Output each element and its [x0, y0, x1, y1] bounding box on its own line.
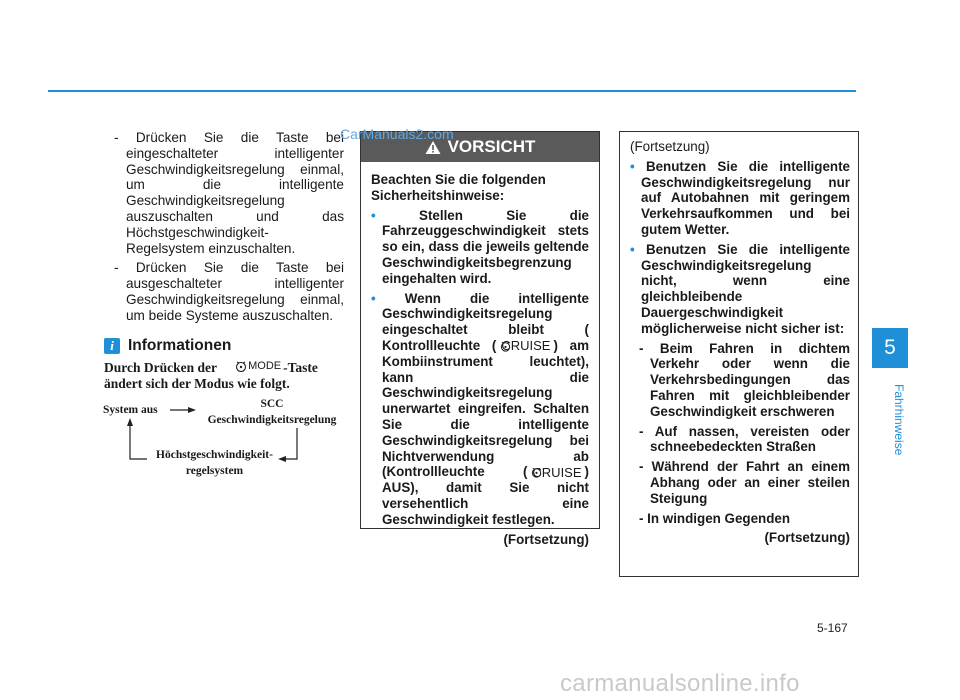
mode-button-symbol — [234, 358, 281, 374]
scc-label-line2: Geschwindigkeitsregelung — [207, 414, 337, 426]
bullet-dot-icon: • — [371, 207, 376, 223]
watermark-bottom[interactable]: carmanualsonline.info — [560, 670, 800, 697]
svg-text:Fahrhinweise: Fahrhinweise — [892, 384, 906, 456]
arrow-left-icon — [278, 456, 286, 462]
sub-dense-traffic: - Beim Fahren in dichtem Verkehr oder wenn die Verkehrsbedingungen das Fahren mit gleichbleibender Geschwindigkeit erschweren — [639, 340, 850, 419]
caution-box — [360, 131, 600, 547]
cruise-indicator-symbol: CRUISE — [532, 464, 582, 480]
step-turn-off-both: - Drücken Sie die Taste bei ausgeschalteter intelligenter Geschwindigkeitsregelung einmal, um beide Systeme auszuschalten. — [114, 260, 344, 323]
watermark-top[interactable]: CarManuals2.com — [340, 126, 454, 142]
arrow-right-icon — [188, 407, 196, 413]
bullet-highways: • Benutzen Sie die intelligente Geschwindigkeitsregelung nur auf Autobahnen mit geringem Verkehrsaufkommen und bei gutem Wetter. — [630, 158, 850, 237]
sub-wet-roads: - Auf nassen, vereisten oder schneebedeckten Straßen — [639, 423, 850, 455]
sub-slope: - Während der Fahrt an einem Abhang oder an einer steilen Steigung — [639, 459, 850, 506]
scc-label-line1: SCC — [260, 398, 284, 410]
cruise-indicator-symbol: CRUISE — [501, 338, 551, 354]
bullet-dot-icon: • — [630, 158, 635, 174]
page-number: 5-167 — [817, 621, 848, 635]
diagram-arrows — [102, 395, 347, 485]
bullet-dot-icon: • — [630, 241, 635, 257]
speed-limit-label-line2: regelsystem — [185, 465, 244, 477]
info-text-before: Durch Drücken der — [104, 359, 217, 375]
caution-intro: Beachten Sie die folgenden Sicherheitshinweise: — [371, 172, 546, 203]
header-rule — [48, 90, 856, 92]
info-icon: i — [104, 338, 120, 354]
caution-body — [361, 162, 599, 548]
info-text-after: -Taste ändert sich der Modus wie folgt. — [104, 359, 318, 391]
right-continued: (Fortsetzung) — [764, 530, 850, 546]
mode-cycle-diagram — [102, 395, 347, 485]
step-turn-off-scc: - Drücken Sie die Taste bei eingeschalteter intelligenter Geschwindigkeitsregelung einmal, um die intelligente Geschwindigkeitsregelung auszuschalten und das Höchstgeschwindigkeit-Regelsystem einzuschalten. — [114, 130, 344, 256]
info-heading — [104, 338, 344, 354]
continued-box — [619, 131, 859, 577]
bullet-not-safe: • Benutzen Sie die intelligente Geschwindigkeitsregelung nicht, wenn eine gleichbleibende Dauergeschwindigkeit möglicherweise nicht sicher ist: — [630, 241, 850, 336]
bullet-dot-icon: • — [371, 290, 376, 306]
info-text — [104, 358, 344, 392]
info-title: Informationen — [128, 336, 232, 354]
system-off-label: System aus — [103, 404, 158, 416]
continued-body — [620, 132, 858, 546]
sub-windy: - In windigen Gegenden — [639, 510, 791, 526]
chapter-tab[interactable]: 5 — [872, 328, 908, 368]
speed-limit-label-line1: Höchstgeschwindigkeit- — [156, 449, 273, 461]
caution-title: VORSICHT — [447, 137, 536, 156]
mode-label: MODE — [248, 359, 282, 372]
chapter-label — [870, 380, 910, 470]
left-column — [104, 130, 344, 392]
continued-heading: (Fortsetzung) — [630, 139, 710, 154]
caution-bullet-indicator: • Wenn die intelligente Geschwindigkeitsregelung eingeschaltet bleibt ( Kontrollleuchte ( CRUISE ) am Kombiinstrument leuchtet), kann die Geschwindigkeitsregelung unerwartet eingreifen. Schalten Sie die intelligente Geschwindigkeitsregelung bei Nichtverwendung ab (Kontrollleuchte ( CRUISE ) AUS), damit Sie nicht versehentlich eine Geschwindigkeit festlegen. — [371, 290, 589, 527]
arrow-up-icon — [127, 418, 133, 426]
caution-bullet-speed: • Stellen Sie die Fahrzeuggeschwindigkeit stets so ein, dass die jeweils geltende Geschwindigkeitsbegrenzung eingehalten wird. — [371, 207, 589, 286]
steering-wheel-icon — [234, 360, 248, 372]
caution-continued: (Fortsetzung) — [503, 531, 589, 547]
